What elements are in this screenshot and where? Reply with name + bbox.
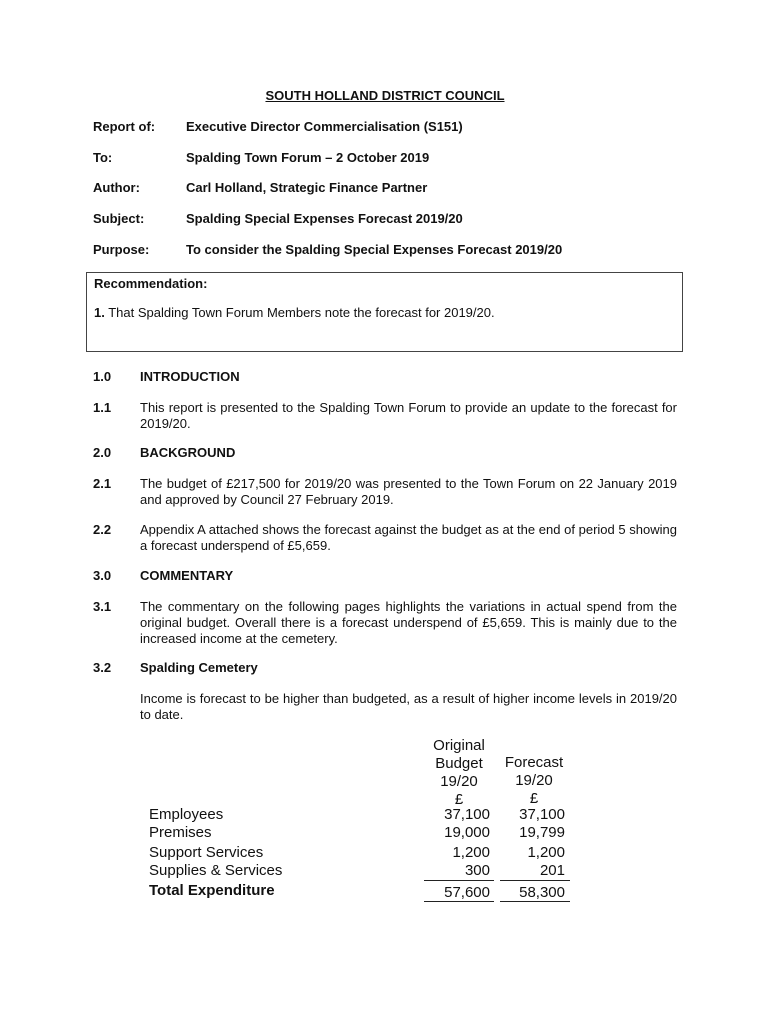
- recommendation-item: [94, 305, 495, 321]
- author-label: Author:: [93, 180, 140, 195]
- report-of-label: Report of:: [93, 119, 156, 134]
- header-line: £: [454, 791, 464, 808]
- paragraph-1-1: This report is presented to the Spalding Town Forum to provide an update to the forecast for 2019/20.: [140, 400, 677, 431]
- header-line: 19/20: [515, 772, 553, 789]
- recommendation-item-number: 1.: [94, 305, 105, 320]
- header-line: Forecast: [504, 754, 564, 771]
- row-label-premises: Premises: [149, 824, 212, 841]
- forecast-value: 19,799: [519, 824, 565, 841]
- row-label-support-services: Support Services: [149, 844, 264, 861]
- recommendation-box: [86, 272, 683, 352]
- row-label-total-expenditure: Total Expenditure: [149, 882, 275, 899]
- section-number: 2.0: [93, 445, 112, 460]
- subtotal-rule: [500, 880, 570, 881]
- author-value: Carl Holland, Strategic Finance Partner: [186, 180, 428, 195]
- header-line: £: [529, 790, 539, 807]
- budget-value: 19,000: [444, 824, 490, 841]
- total-rule: [500, 901, 570, 902]
- budget-value: 1,200: [452, 844, 490, 861]
- paragraph-number: 3.1: [93, 599, 112, 614]
- to-label: To:: [93, 150, 113, 165]
- subsection-number: 3.2: [93, 660, 112, 675]
- header-line: 19/20: [440, 773, 478, 790]
- row-label-supplies-services: Supplies & Services: [149, 862, 283, 879]
- total-forecast-value: 58,300: [519, 884, 565, 901]
- column-header-forecast: [498, 754, 570, 808]
- paragraph-3-2: Income is forecast to be higher than budgeted, as a result of higher income levels in 2019/20 to date.: [140, 691, 677, 722]
- to-value: Spalding Town Forum – 2 October 2019: [186, 150, 430, 165]
- header-line: Budget: [435, 755, 483, 772]
- subject-label: Subject:: [93, 211, 145, 226]
- subject-value: Spalding Special Expenses Forecast 2019/20: [186, 211, 463, 226]
- paragraph-number: 1.1: [93, 400, 112, 415]
- header-line: Original: [433, 737, 485, 754]
- section-number: 3.0: [93, 568, 112, 583]
- section-number: 1.0: [93, 369, 112, 384]
- total-rule: [424, 901, 494, 902]
- paragraph-number: 2.1: [93, 476, 112, 491]
- section-title-introduction: INTRODUCTION: [140, 369, 240, 384]
- purpose-value: To consider the Spalding Special Expenses Forecast 2019/20: [186, 242, 563, 257]
- paragraph-3-1: The commentary on the following pages highlights the variations in actual spend from the original budget. Overall there is a forecast underspend of £5,659. This is mainly due to the increased income at the cemetery.: [140, 599, 677, 646]
- purpose-label: Purpose:: [93, 242, 150, 257]
- row-label-employees: Employees: [149, 806, 224, 823]
- recommendation-item-text: That Spalding Town Forum Members note the forecast for 2019/20.: [108, 305, 495, 320]
- column-header-original-budget: [424, 737, 494, 809]
- forecast-value: 37,100: [519, 806, 565, 823]
- report-of-value: Executive Director Commercialisation (S151): [186, 119, 463, 134]
- section-title-background: BACKGROUND: [140, 445, 236, 460]
- subsection-title-cemetery: Spalding Cemetery: [140, 660, 258, 675]
- budget-value: 37,100: [444, 806, 490, 823]
- paragraph-2-2: Appendix A attached shows the forecast against the budget as at the end of period 5 showing a forecast underspend of £5,659.: [140, 522, 677, 553]
- recommendation-title: Recommendation:: [94, 276, 208, 291]
- paragraph-number: 2.2: [93, 522, 112, 537]
- section-title-commentary: COMMENTARY: [140, 568, 234, 583]
- subtotal-rule: [424, 880, 494, 881]
- forecast-value: 201: [539, 862, 565, 879]
- total-budget-value: 57,600: [444, 884, 490, 901]
- forecast-value: 1,200: [527, 844, 565, 861]
- budget-value: 300: [464, 862, 490, 879]
- council-title: SOUTH HOLLAND DISTRICT COUNCIL: [265, 88, 505, 103]
- paragraph-2-1: The budget of £217,500 for 2019/20 was presented to the Town Forum on 22 January 2019 and approved by Council 27 February 2019.: [140, 476, 677, 507]
